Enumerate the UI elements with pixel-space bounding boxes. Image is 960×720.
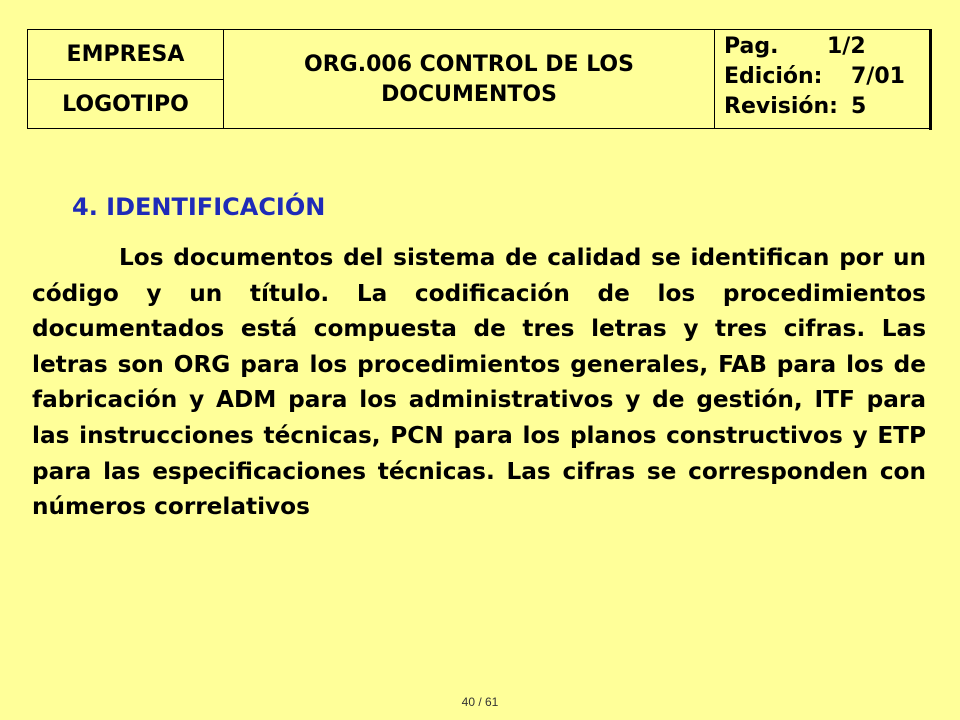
revision-label: Revisión: (724, 94, 838, 119)
document-title-line1: ORG.006 CONTROL DE LOS (304, 51, 634, 77)
page-label: Pag. (724, 34, 779, 59)
edition-label: Edición: (724, 64, 823, 89)
header-right-border (929, 29, 932, 130)
revision-value: 5 (851, 94, 867, 119)
section-heading: 4. IDENTIFICACIÓN (72, 193, 326, 221)
page-row (724, 32, 925, 62)
edition-row (724, 62, 925, 92)
edition-value: 7/01 (851, 64, 905, 89)
logo-label: LOGOTIPO (62, 92, 189, 117)
document-meta-cell (720, 32, 925, 128)
document-title-cell (224, 30, 715, 129)
page-counter: 40 / 61 (461, 695, 499, 709)
revision-row (724, 92, 925, 122)
logo-cell (28, 80, 224, 129)
page-value: 1/2 (827, 34, 866, 59)
company-label: EMPRESA (66, 42, 185, 67)
section-body-text: Los documentos del sistema de calidad se identifican por un código y un título. La codificación de los procedimientos documentados está compuesta de tres letras y tres cifras. Las letras son ORG para los procedimientos generales, FAB para los de fabricación y ADM para los administrativos y de gestión, ITF para las instrucciones técnicas, PCN para los planos constructivos y ETP para las especificaciones técnicas. Las cifras se corresponden con números correlativos (32, 244, 926, 521)
document-header-table (27, 29, 930, 129)
company-cell (28, 30, 224, 80)
document-title-line2: DOCUMENTOS (381, 81, 557, 107)
